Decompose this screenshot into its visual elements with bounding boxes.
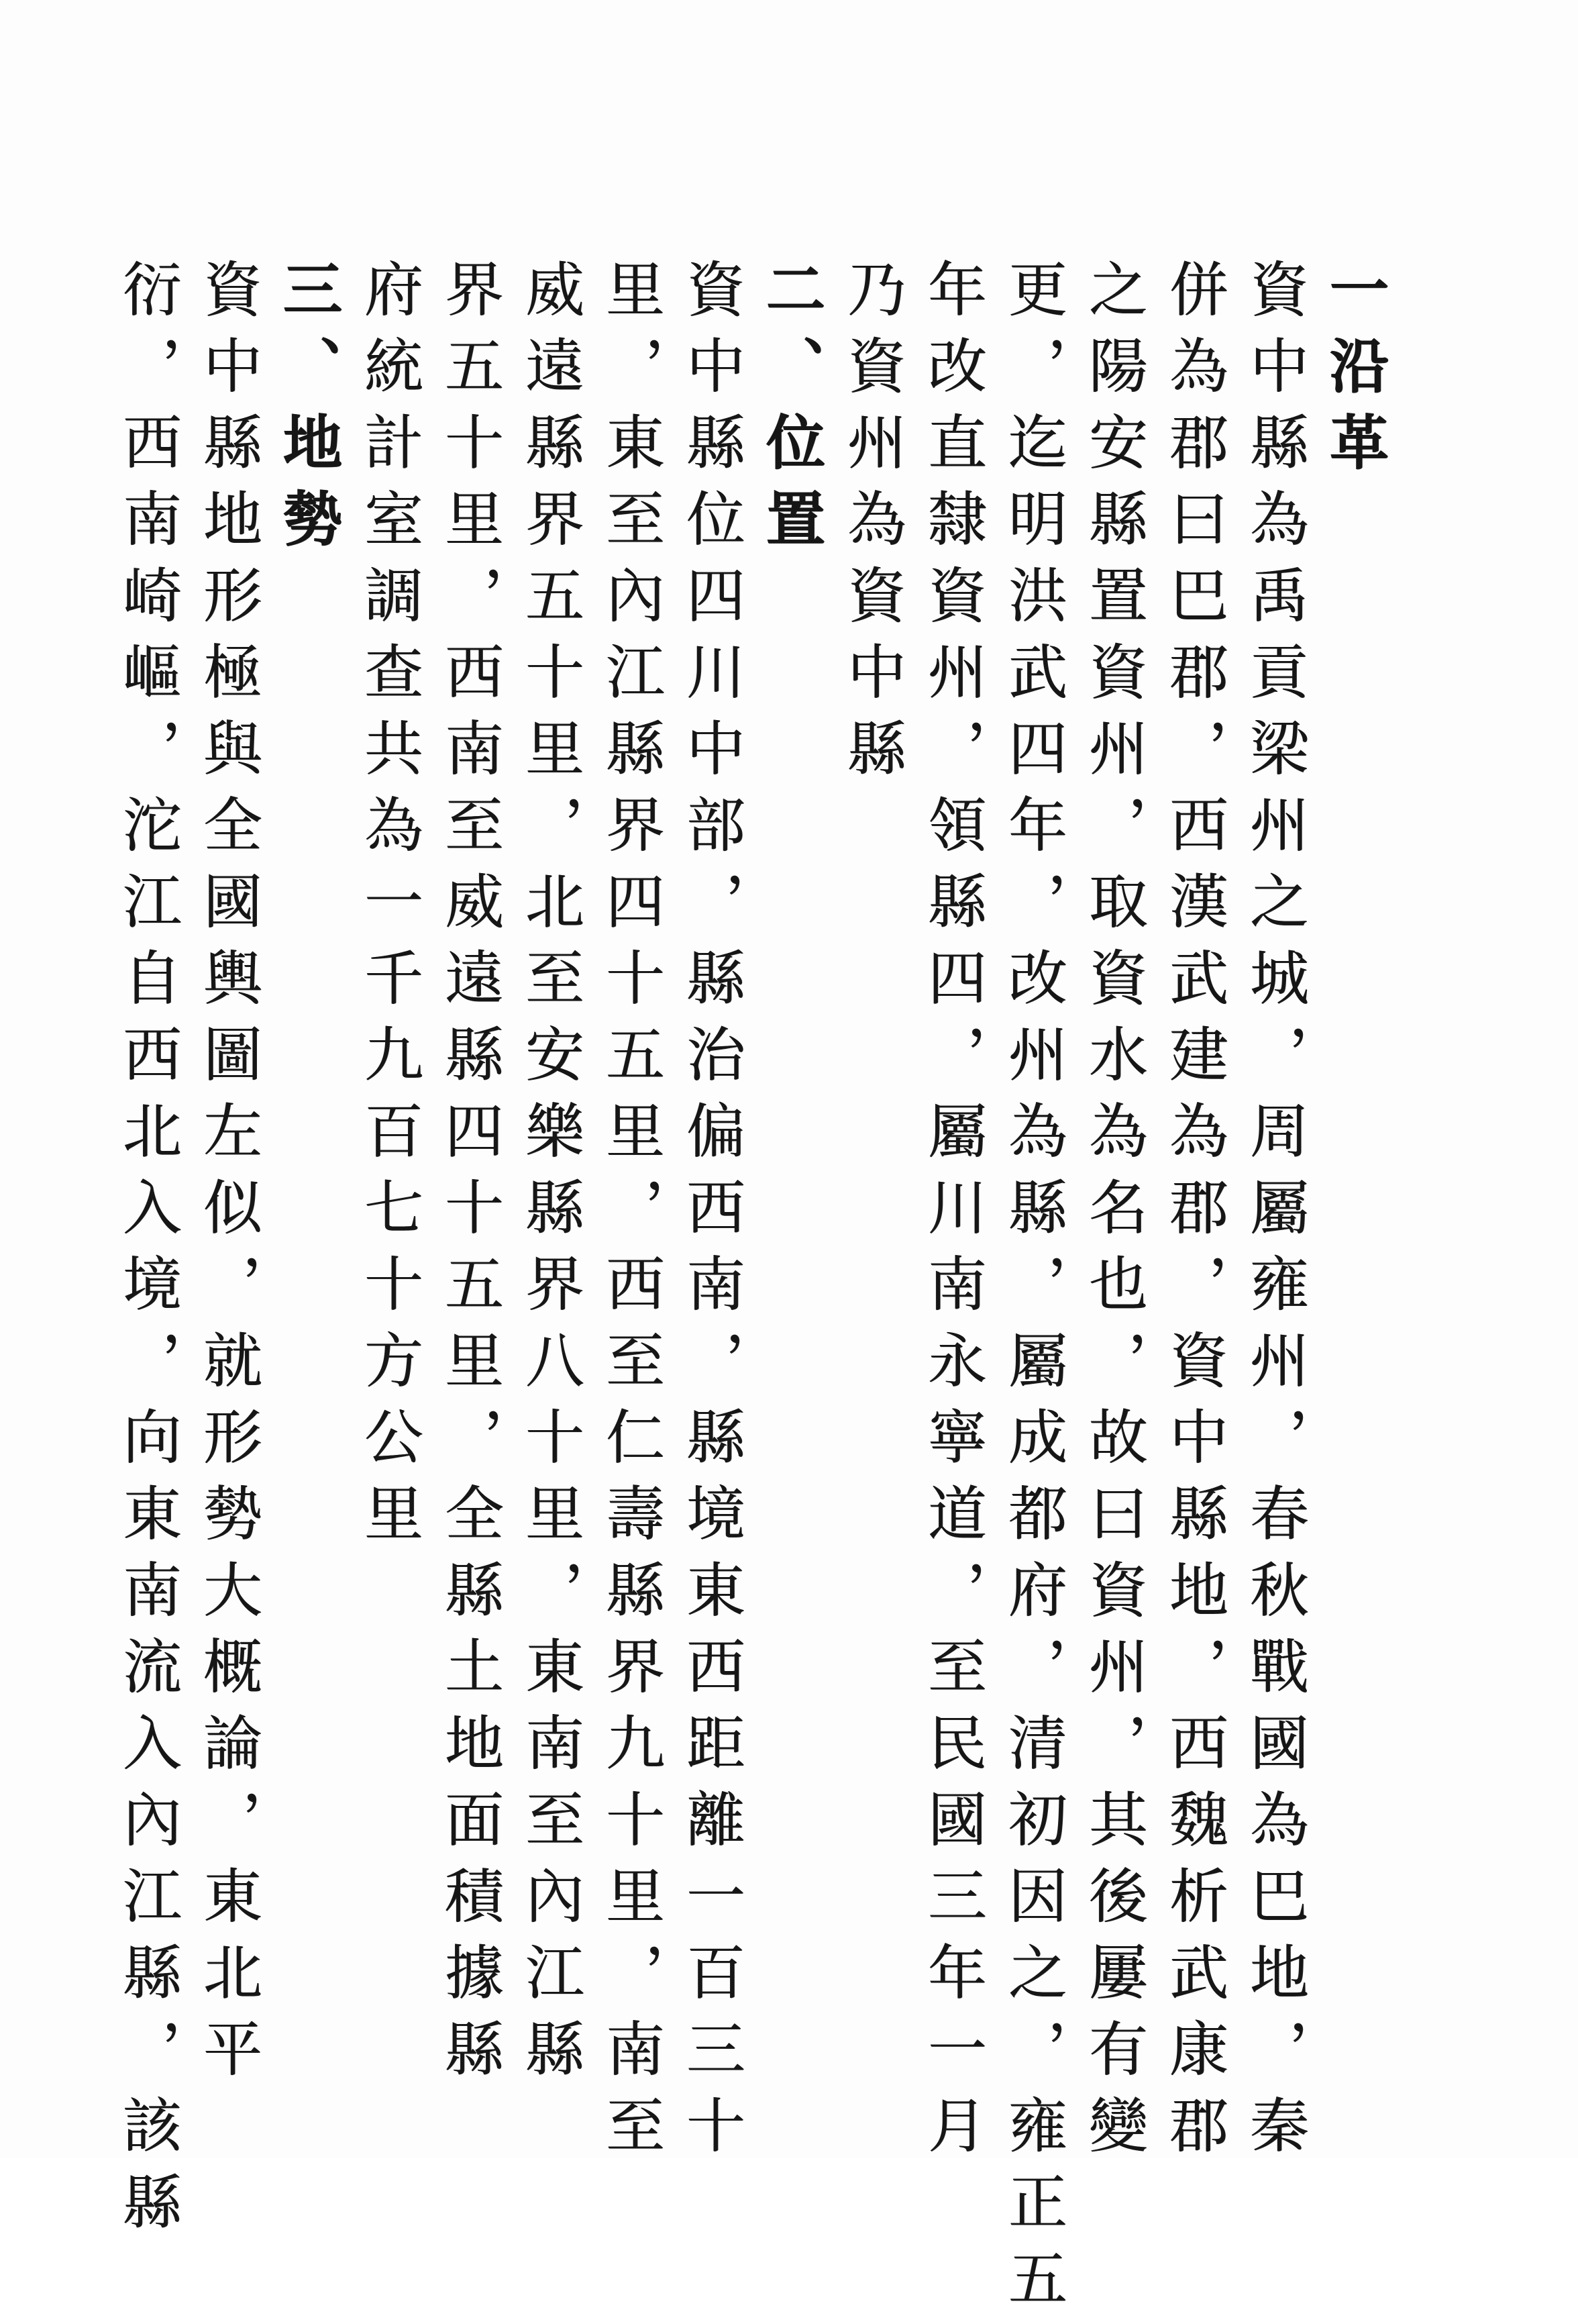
text-column: 併為郡曰巴郡，西漢武建為郡，資中縣地，西魏析武康郡: [1160, 258, 1229, 2171]
text-column: 更，迄明洪武四年，改州為縣，屬成都府，清初因之，雍正五: [999, 258, 1068, 2324]
text-column: 威遠縣界五十里，北至安樂縣界八十里，東南至內江縣: [516, 258, 585, 2094]
text-column: 之陽安縣置資州，取資水為名也，故曰資州，其後屢有變: [1080, 258, 1149, 2171]
text-column: 界五十里，西南至威遠縣四十五里，全縣土地面積據縣: [435, 258, 505, 2094]
text-column: 年改直隸資州，領縣四，屬川南永寧道，至民國三年一月: [918, 258, 988, 2171]
text-column: 衍，西南崎嶇，沱江自西北入境，向東南流入內江縣，該縣: [113, 258, 182, 2247]
section-heading-terrain: 三、地勢: [274, 258, 344, 564]
text-column: 資中縣地形極與全國輿圖左似，就形勢大概論，東北平: [194, 258, 263, 2094]
text-column: 資中縣為禹貢梁州之城，周屬雍州，春秋戰國為巴地，秦: [1241, 258, 1310, 2171]
text-column: 資中縣位四川中部，縣治偏西南，縣境東西距離一百三十: [677, 258, 746, 2171]
text-column: 里，東至內江縣界四十五里，西至仁壽縣界九十里，南至: [596, 258, 666, 2171]
text-column: 乃資州為資中縣: [838, 258, 907, 794]
section-heading-history: 一沿革: [1320, 258, 1390, 488]
text-column: 府統計室調查共為一千九百七十方公里: [355, 258, 424, 1559]
section-heading-location: 二、位置: [757, 258, 827, 564]
